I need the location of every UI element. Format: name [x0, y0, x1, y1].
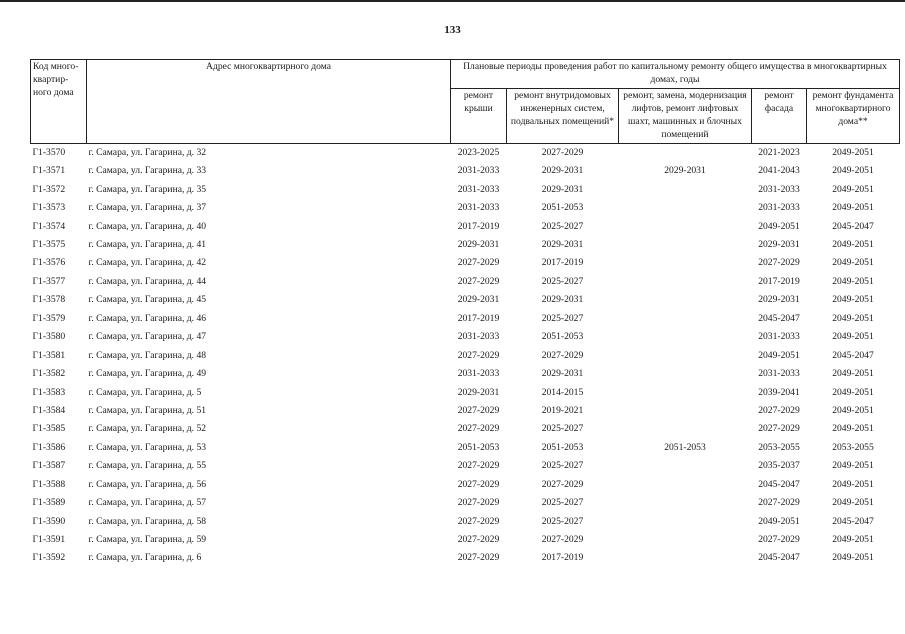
cell-roof: 2027-2029 — [457, 552, 500, 564]
cell-facade: 2017-2019 — [758, 275, 800, 287]
cell-engineering: 2029-2031 — [541, 165, 584, 177]
page-number: 133 — [444, 24, 461, 36]
cell-engineering: 2025-2027 — [541, 220, 584, 232]
table-row — [31, 402, 900, 420]
cell-elevators — [619, 402, 752, 420]
cell-roof: 2017-2019 — [457, 220, 500, 232]
cell-facade: 2027-2029 — [758, 497, 800, 509]
cell-engineering: 2025-2027 — [541, 275, 584, 287]
cell-facade: 2027-2029 — [758, 423, 800, 435]
cell-engineering: 2017-2019 — [541, 552, 584, 564]
cell-facade: 2041-2043 — [758, 165, 800, 177]
cell-elevators — [619, 273, 752, 291]
cell-elevators — [619, 346, 752, 364]
cell-facade: 2031-2033 — [758, 368, 800, 380]
cell-facade: 2045-2047 — [758, 552, 800, 564]
cell-facade: 2031-2033 — [758, 331, 800, 343]
cell-facade: 2045-2047 — [758, 312, 800, 324]
cell-code: Г1-3578 — [32, 294, 66, 306]
cell-address: г. Самара, ул. Гагарина, д. 48 — [88, 349, 207, 361]
cell-elevators — [619, 420, 752, 438]
header-elevators: ремонт, замена, модернизация лифтов, ремонт лифтовых шахт, машинных и блочных помещений — [619, 88, 752, 143]
cell-code: Г1-3577 — [32, 275, 66, 287]
cell-facade: 2053-2055 — [758, 441, 800, 453]
table-row — [31, 439, 900, 457]
cell-elevators — [619, 236, 752, 254]
cell-facade: 2039-2041 — [758, 386, 800, 398]
cell-address: г. Самара, ул. Гагарина, д. 6 — [88, 552, 202, 564]
cell-address: г. Самара, ул. Гагарина, д. 41 — [88, 239, 207, 251]
cell-address: г. Самара, ул. Гагарина, д. 57 — [88, 497, 207, 509]
cell-code: Г1-3589 — [32, 497, 66, 509]
table-row — [31, 273, 900, 291]
cell-roof: 2027-2029 — [457, 515, 500, 527]
cell-address: г. Самара, ул. Гагарина, д. 52 — [88, 423, 207, 435]
cell-engineering: 2027-2029 — [541, 534, 584, 546]
cell-engineering: 2051-2053 — [541, 441, 584, 453]
cell-code: Г1-3574 — [32, 220, 66, 232]
cell-elevators — [619, 457, 752, 475]
cell-address: г. Самара, ул. Гагарина, д. 59 — [88, 534, 207, 546]
cell-code: Г1-3581 — [32, 349, 66, 361]
cell-code: Г1-3573 — [32, 202, 66, 214]
cell-elevators — [619, 143, 752, 162]
cell-engineering: 2025-2027 — [541, 515, 584, 527]
cell-facade: 2029-2031 — [758, 294, 800, 306]
cell-engineering: 2051-2053 — [541, 331, 584, 343]
cell-address: г. Самара, ул. Гагарина, д. 45 — [88, 294, 207, 306]
table-row — [31, 531, 900, 549]
cell-foundation: 2049-2051 — [832, 257, 874, 269]
cell-engineering: 2025-2027 — [541, 460, 584, 472]
cell-address: г. Самара, ул. Гагарина, д. 33 — [88, 165, 207, 177]
table-row — [31, 457, 900, 475]
cell-code: Г1-3586 — [32, 441, 66, 453]
cell-code: Г1-3576 — [32, 257, 66, 269]
cell-roof: 2027-2029 — [457, 404, 500, 416]
cell-elevators — [619, 494, 752, 512]
cell-address: г. Самара, ул. Гагарина, д. 40 — [88, 220, 207, 232]
table-row — [31, 199, 900, 217]
cell-roof: 2031-2033 — [457, 183, 500, 195]
cell-elevators — [619, 310, 752, 328]
cell-code: Г1-3580 — [32, 331, 66, 343]
cell-foundation: 2049-2051 — [832, 423, 874, 435]
cell-address: г. Самара, ул. Гагарина, д. 53 — [88, 441, 207, 453]
cell-foundation: 2049-2051 — [832, 183, 874, 195]
cell-roof: 2027-2029 — [457, 478, 500, 490]
header-engineering: ремонт внутридомовых инженерных систем, подвальных помещений* — [507, 88, 619, 143]
top-rule — [0, 0, 905, 2]
cell-roof: 2027-2029 — [457, 460, 500, 472]
cell-address: г. Самара, ул. Гагарина, д. 55 — [88, 460, 207, 472]
cell-foundation: 2045-2047 — [832, 220, 874, 232]
header-work-periods: Плановые периоды проведения работ по капитальному ремонту общего имущества в многоквартирных домах, годы — [451, 60, 900, 89]
cell-roof: 2027-2029 — [457, 257, 500, 269]
cell-elevators — [619, 199, 752, 217]
table-row — [31, 254, 900, 272]
cell-facade: 2027-2029 — [758, 257, 800, 269]
cell-roof: 2031-2033 — [457, 202, 500, 214]
cell-facade: 2049-2051 — [758, 220, 800, 232]
cell-engineering: 2027-2029 — [541, 146, 584, 158]
cell-roof: 2031-2033 — [457, 368, 500, 380]
table-row — [31, 310, 900, 328]
table-row — [31, 181, 900, 199]
cell-facade: 2029-2031 — [758, 239, 800, 251]
cell-code: Г1-3588 — [32, 478, 66, 490]
table-row — [31, 236, 900, 254]
cell-foundation: 2049-2051 — [832, 497, 874, 509]
cell-elevators — [619, 328, 752, 346]
table-row — [31, 162, 900, 180]
cell-engineering: 2017-2019 — [541, 257, 584, 269]
table-row — [31, 291, 900, 309]
cell-code: Г1-3584 — [32, 404, 66, 416]
cell-foundation: 2049-2051 — [832, 146, 874, 158]
table-row — [31, 217, 900, 235]
cell-foundation: 2049-2051 — [832, 331, 874, 343]
cell-facade: 2049-2051 — [758, 515, 800, 527]
cell-elevators — [619, 365, 752, 383]
cell-elevators — [619, 291, 752, 309]
cell-address: г. Самара, ул. Гагарина, д. 42 — [88, 257, 207, 269]
cell-elevators — [619, 512, 752, 530]
cell-code: Г1-3587 — [32, 460, 66, 472]
cell-elevators — [619, 254, 752, 272]
cell-code: Г1-3570 — [32, 146, 66, 158]
cell-code: Г1-3572 — [32, 183, 66, 195]
cell-facade: 2027-2029 — [758, 404, 800, 416]
cell-engineering: 2027-2029 — [541, 349, 584, 361]
cell-foundation: 2049-2051 — [832, 386, 874, 398]
cell-roof: 2031-2033 — [457, 165, 500, 177]
cell-code: Г1-3585 — [32, 423, 66, 435]
cell-address: г. Самара, ул. Гагарина, д. 44 — [88, 275, 207, 287]
cell-engineering: 2029-2031 — [541, 368, 584, 380]
cell-foundation: 2045-2047 — [832, 349, 874, 361]
cell-address: г. Самара, ул. Гагарина, д. 37 — [88, 202, 207, 214]
cell-address: г. Самара, ул. Гагарина, д. 35 — [88, 183, 207, 195]
cell-code: Г1-3590 — [32, 515, 66, 527]
cell-roof: 2029-2031 — [457, 386, 500, 398]
cell-facade: 2035-2037 — [758, 460, 800, 472]
cell-engineering: 2029-2031 — [541, 183, 584, 195]
cell-facade: 2031-2033 — [758, 202, 800, 214]
table-row — [31, 346, 900, 364]
cell-roof: 2027-2029 — [457, 423, 500, 435]
cell-code: Г1-3579 — [32, 312, 66, 324]
cell-code: Г1-3575 — [32, 239, 66, 251]
cell-foundation: 2049-2051 — [832, 552, 874, 564]
cell-engineering: 2027-2029 — [541, 478, 584, 490]
cell-foundation: 2045-2047 — [832, 515, 874, 527]
table-row — [31, 420, 900, 438]
header-foundation: ремонт фундамента многоквартирного дома** — [807, 88, 900, 143]
cell-engineering: 2029-2031 — [541, 239, 584, 251]
cell-facade: 2027-2029 — [758, 534, 800, 546]
cell-engineering: 2025-2027 — [541, 312, 584, 324]
cell-engineering: 2019-2021 — [541, 404, 584, 416]
table-row — [31, 476, 900, 494]
cell-elevators — [619, 476, 752, 494]
cell-elevators: 2051-2053 — [664, 441, 706, 453]
cell-code: Г1-3571 — [32, 165, 66, 177]
cell-code: Г1-3583 — [32, 386, 66, 398]
cell-roof: 2051-2053 — [457, 441, 500, 453]
cell-code: Г1-3592 — [32, 552, 66, 564]
cell-roof: 2027-2029 — [457, 349, 500, 361]
cell-elevators — [619, 181, 752, 199]
header-facade: ремонт фасада — [752, 88, 807, 143]
cell-roof: 2023-2025 — [457, 146, 500, 158]
table-row — [31, 383, 900, 401]
table-row — [31, 365, 900, 383]
cell-roof: 2029-2031 — [457, 239, 500, 251]
cell-address: г. Самара, ул. Гагарина, д. 5 — [88, 386, 202, 398]
cell-elevators — [619, 549, 752, 567]
cell-facade: 2045-2047 — [758, 478, 800, 490]
cell-roof: 2027-2029 — [457, 275, 500, 287]
cell-code: Г1-3582 — [32, 368, 66, 380]
cell-facade: 2049-2051 — [758, 349, 800, 361]
cell-foundation: 2049-2051 — [832, 368, 874, 380]
cell-foundation: 2049-2051 — [832, 312, 874, 324]
cell-foundation: 2049-2051 — [832, 275, 874, 287]
cell-roof: 2031-2033 — [457, 331, 500, 343]
cell-address: г. Самара, ул. Гагарина, д. 47 — [88, 331, 207, 343]
cell-roof: 2017-2019 — [457, 312, 500, 324]
cell-engineering: 2029-2031 — [541, 294, 584, 306]
cell-foundation: 2049-2051 — [832, 165, 874, 177]
cell-code: Г1-3591 — [32, 534, 66, 546]
cell-address: г. Самара, ул. Гагарина, д. 51 — [88, 404, 207, 416]
cell-address: г. Самара, ул. Гагарина, д. 49 — [88, 368, 207, 380]
cell-foundation: 2049-2051 — [832, 460, 874, 472]
cell-address: г. Самара, ул. Гагарина, д. 56 — [88, 478, 207, 490]
cell-elevators — [619, 383, 752, 401]
cell-foundation: 2049-2051 — [832, 404, 874, 416]
header-address: Адрес многоквартирного дома — [87, 60, 451, 144]
table-row — [31, 143, 900, 162]
cell-roof: 2027-2029 — [457, 534, 500, 546]
header-roof: ремонт крыши — [451, 88, 507, 143]
cell-foundation: 2053-2055 — [832, 441, 874, 453]
cell-foundation: 2049-2051 — [832, 202, 874, 214]
cell-engineering: 2014-2015 — [541, 386, 584, 398]
cell-engineering: 2025-2027 — [541, 423, 584, 435]
cell-elevators — [619, 531, 752, 549]
repair-schedule-table — [30, 59, 900, 568]
cell-elevators — [619, 217, 752, 235]
header-code: Код много-квартир-ного дома — [31, 60, 87, 144]
cell-elevators: 2029-2031 — [664, 165, 706, 177]
cell-address: г. Самара, ул. Гагарина, д. 32 — [88, 146, 207, 158]
cell-roof: 2029-2031 — [457, 294, 500, 306]
cell-facade: 2031-2033 — [758, 183, 800, 195]
cell-engineering: 2025-2027 — [541, 497, 584, 509]
table-row — [31, 494, 900, 512]
cell-roof: 2027-2029 — [457, 497, 500, 509]
table-row — [31, 549, 900, 567]
cell-foundation: 2049-2051 — [832, 239, 874, 251]
cell-foundation: 2049-2051 — [832, 294, 874, 306]
cell-address: г. Самара, ул. Гагарина, д. 46 — [88, 312, 207, 324]
table-body — [31, 143, 900, 568]
cell-address: г. Самара, ул. Гагарина, д. 58 — [88, 515, 207, 527]
cell-foundation: 2049-2051 — [832, 478, 874, 490]
cell-facade: 2021-2023 — [758, 146, 800, 158]
cell-engineering: 2051-2053 — [541, 202, 584, 214]
cell-foundation: 2049-2051 — [832, 534, 874, 546]
table-row — [31, 512, 900, 530]
table-row — [31, 328, 900, 346]
